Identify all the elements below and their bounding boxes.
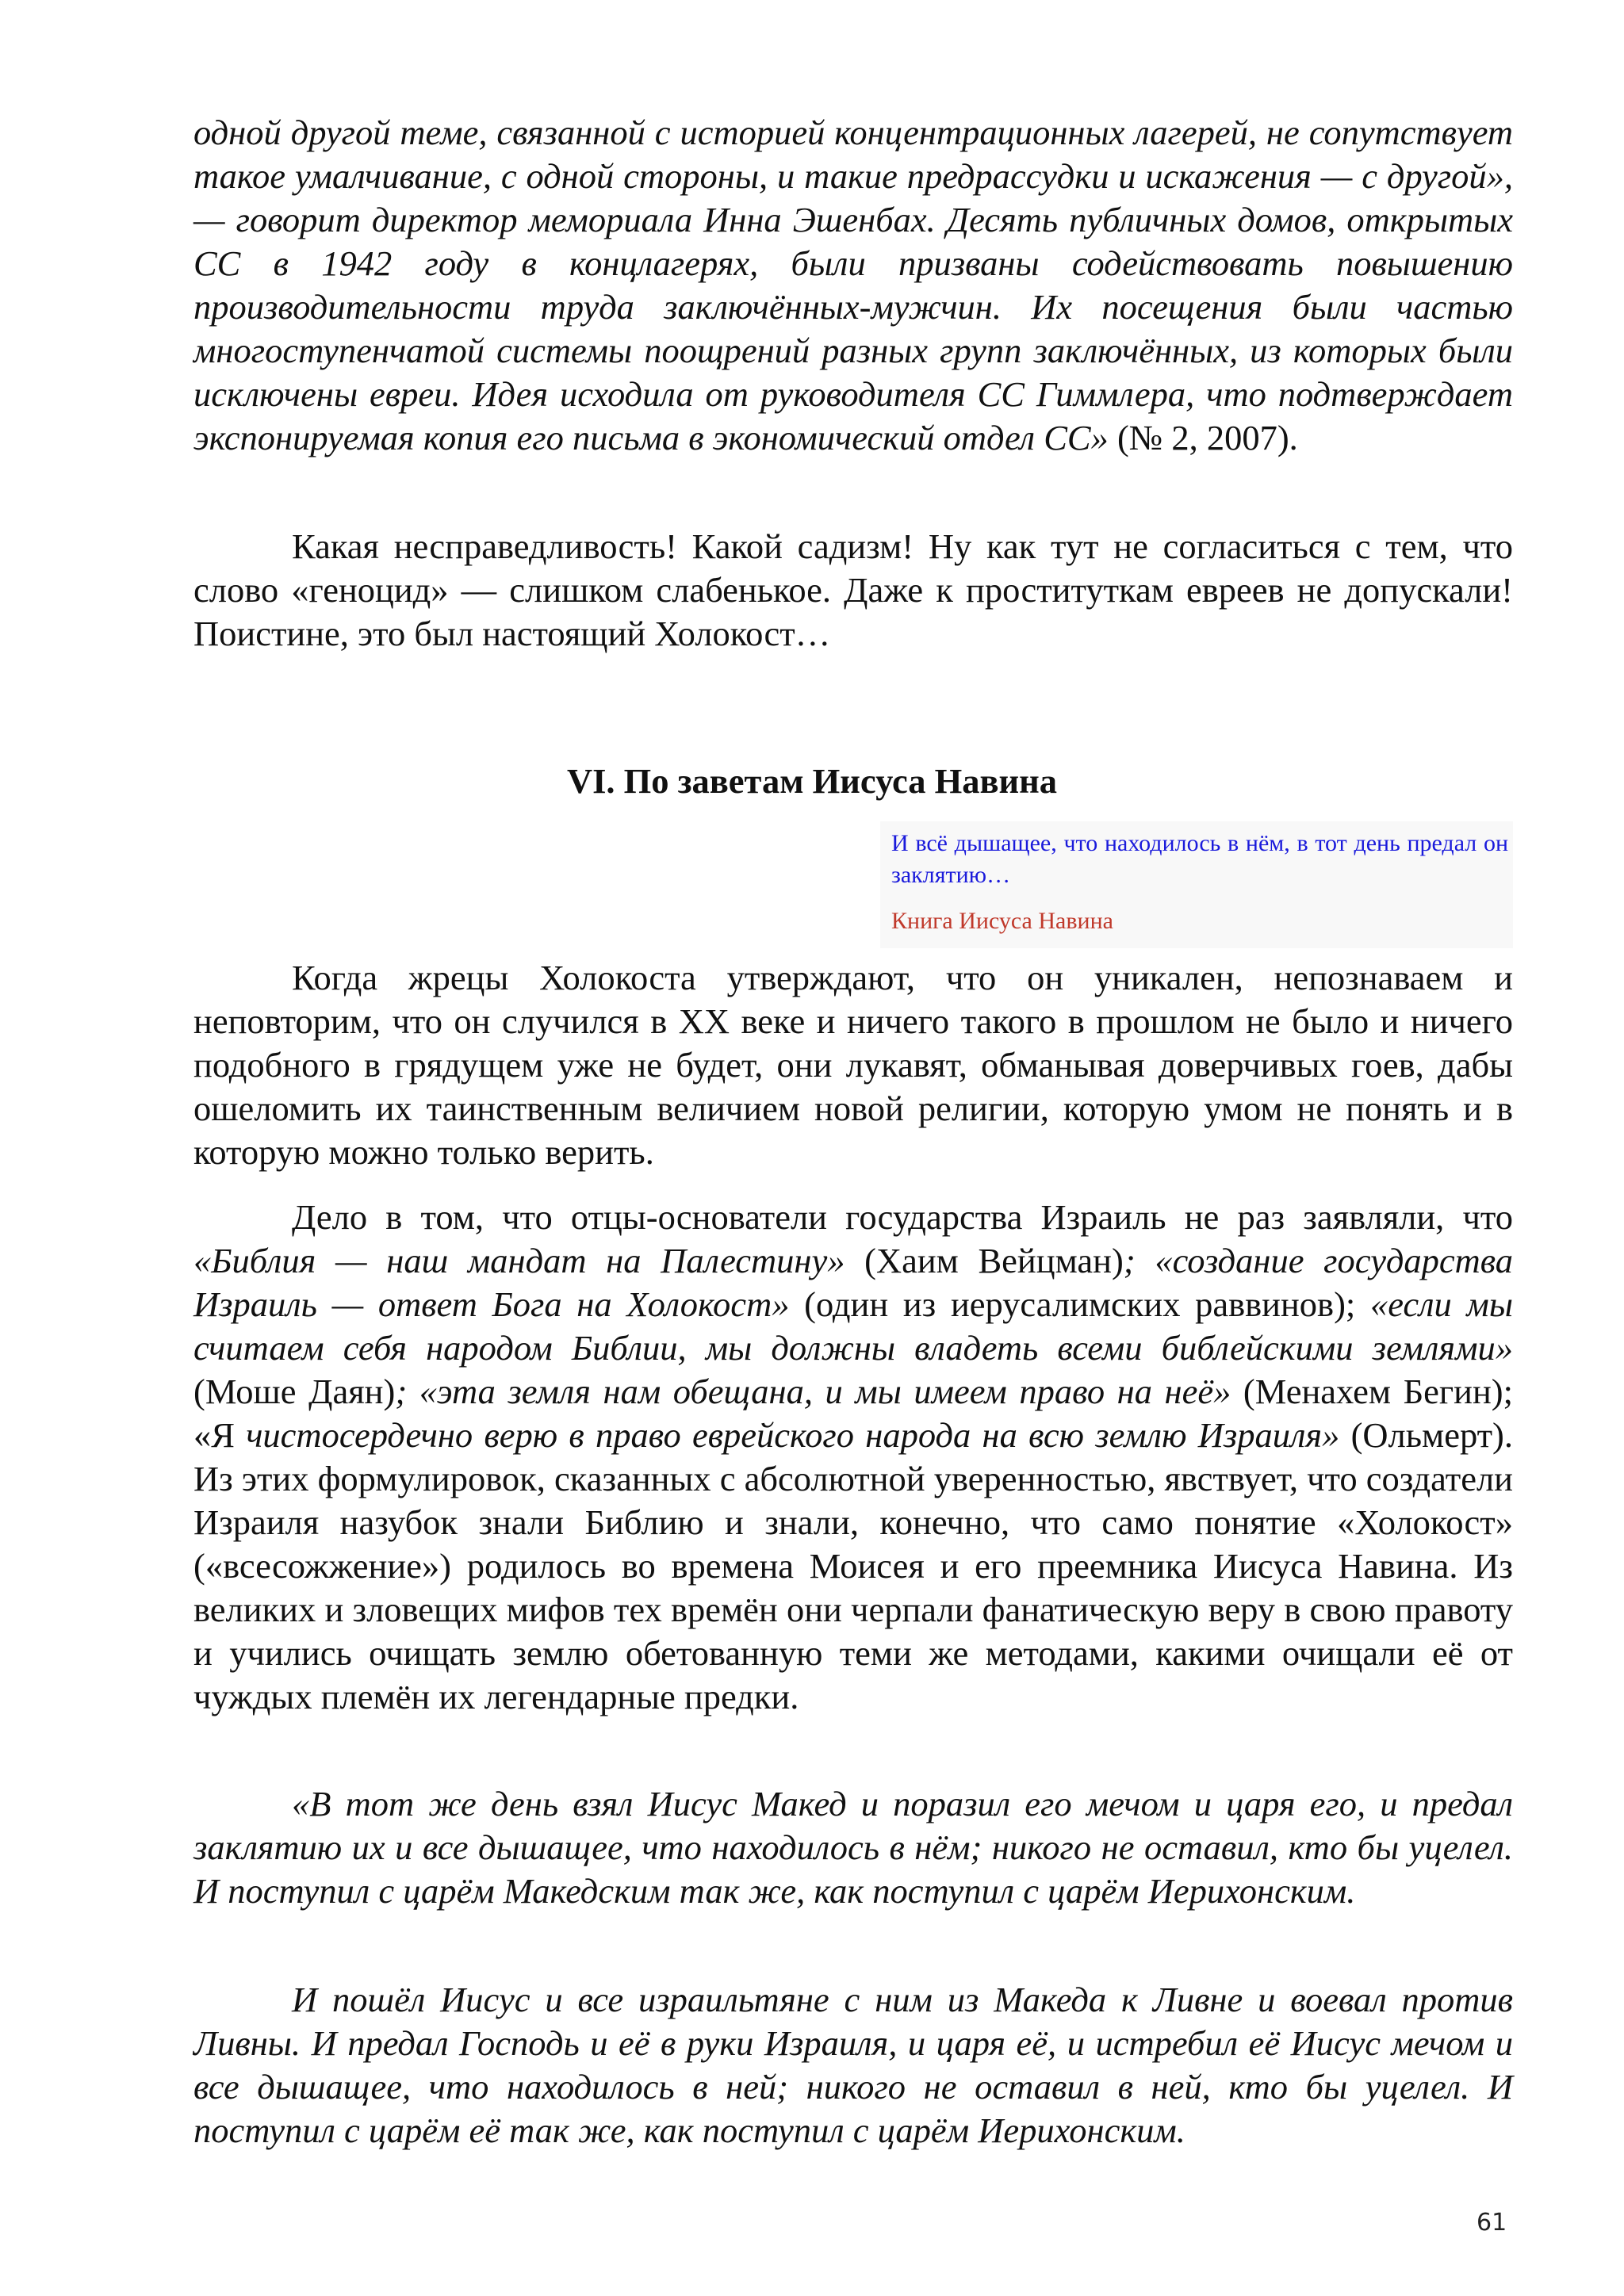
text-run: (один из иерусалимских раввинов); — [789, 1284, 1370, 1324]
text-run: (Хаим Вейцман) — [845, 1241, 1124, 1280]
quote-begin: «эта земля нам обещана, и мы имеем право на неё» — [419, 1372, 1231, 1411]
bible-quote-maked: «В тот же день взял Иисус Макед и поразил его мечом и царя его, и предал заклятию их и все дышащее, что находилось в нём; никого не оставил, кто бы уцелел. И поступил с царём Македским так же, как поступил с царём Иерихонским. — [193, 1784, 1513, 1911]
text-run: (Моше Даян) — [193, 1372, 396, 1411]
quote-dayan: «если мы считаем себя народом Библии, мы должны владеть всеми библейскими землями» — [193, 1284, 1513, 1368]
separator: ; — [395, 1372, 419, 1411]
text-run: (Менахем Бегин); «Я — [193, 1372, 1513, 1455]
section-heading: VI. По заветам Иисуса Навина — [566, 761, 1058, 801]
quote-continuation: одной другой теме, связанной с историей концентрационных лагерей, не сопутствует такое умалчивание, с одной стороны, и такие предрассудки и искажения — с другой», — говорит директор мемориала Инна Эшенбах. Десять публичных домов, открытых СС в 1942 году в концлагерях, были призваны содействовать повышению производительности труда заключённых-мужчин. Их посещения были частью многоступенчатой системы поощрений разных групп заключённых, из которых были исключены евреи. Идея исходила от руководителя СС Гиммлера, что подтверждает экспонируемая копия его письма в экономический отдел СС» — [193, 113, 1513, 457]
epigraph-quote: И всё дышащее, что находилось в нём, в тот день предал он заклятию… — [891, 830, 1508, 888]
quote-weizmann: «Библия — наш мандат на Палестину» — [193, 1241, 845, 1280]
quote-rabbi: «создание государства Израиль — ответ Бога на Холокост» — [193, 1241, 1513, 1324]
epigraph-source: Книга Иисуса Навина — [891, 908, 1113, 934]
paragraph-commentary: Какая несправедливость! Какой садизм! Ну как тут не согласиться с тем, что слово «геноцид» — слишком слабенькое. Даже к проституткам евреев не допускали! Поистине, это был настоящий Холокост… — [193, 526, 1513, 653]
epigraph — [880, 821, 1513, 948]
text-run: Дело в том, что отцы-основатели государства Израиль не раз заявляли, что — [292, 1197, 1513, 1237]
separator: ; — [1123, 1241, 1155, 1280]
quote-olmert: чистосердечно верю в право еврейского народа на всю землю Израиля» — [246, 1415, 1340, 1455]
text-run: (Ольмерт). Из этих формулировок, сказанных с абсолютной уверенностью, явствует, что создатели Израиля назубок знали Библию и знали, конечно, что само понятие «Холокост» («всесожжение») родилось во времена Моисея и его преемника Иисуса Навина. Из великих и зловещих мифов тех времён они черпали фанатическую веру в свою правоту и учились очищать землю обетованную теми же методами, какими очищали её от чуждых племён их легендарные предки. — [193, 1415, 1513, 1716]
page-number: 61 — [1477, 2209, 1507, 2237]
paragraph-founders-quotes — [193, 1196, 1513, 1719]
paragraph-holocaust-priests: Когда жрецы Холокоста утверждают, что он уникален, непознаваем и неповторим, что он случился в ХХ веке и ничего такого в прошлом не было и ничего подобного в грядущем уже не будет, они лукавят, обманывая доверчивых гоев, дабы ошеломить их таинственным величием новой религии, которую умом не понять и в которую можно только верить. — [193, 958, 1513, 1172]
citation: (№ 2, 2007). — [1108, 418, 1298, 457]
paragraph-continued-quote — [193, 111, 1513, 460]
bible-quote-livna: И пошёл Иисус и все израильтяне с ним из Македа к Ливне и воевал против Ливны. И предал Господь и её в руки Израиля, и царя её, и истребил её Иисус мечом и все дышащее, что находилось в ней; никого не оставил в ней, кто бы уцелел. И поступил с царём её так же, как поступил с царём Иерихонским. — [193, 1980, 1513, 2150]
